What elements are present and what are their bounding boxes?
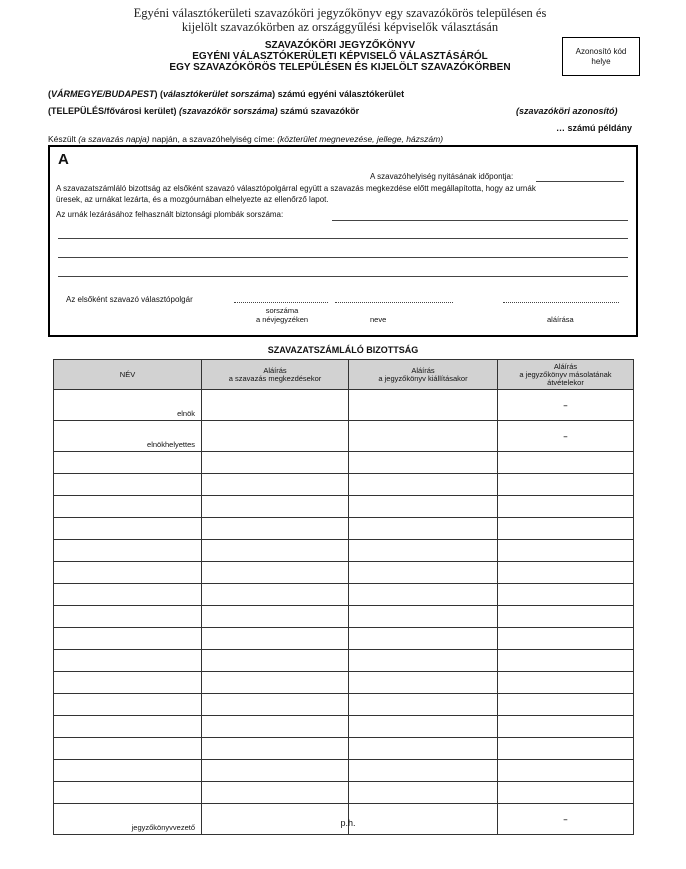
cell[interactable] [498, 782, 634, 804]
seal-line-4[interactable] [58, 276, 628, 277]
intro-text [100, 6, 580, 34]
paren: ( [48, 89, 51, 99]
cell[interactable] [349, 672, 498, 694]
cell[interactable] [54, 672, 202, 694]
table-row [54, 628, 634, 650]
cell[interactable] [54, 452, 202, 474]
first-voter-signature-field[interactable] [503, 302, 619, 303]
cell[interactable] [202, 390, 349, 421]
cell[interactable] [498, 650, 634, 672]
cell[interactable] [349, 474, 498, 496]
caption-register: a névjegyzéken [255, 315, 309, 324]
cell[interactable] [498, 738, 634, 760]
id-code-label: Azonosító kód [575, 46, 627, 56]
cell[interactable] [498, 452, 634, 474]
cell[interactable] [202, 562, 349, 584]
table-body [54, 390, 634, 835]
address-label: napján, a szavazóhelyiség címe: [151, 134, 275, 144]
cell-dash: – [498, 804, 634, 835]
cell[interactable] [349, 584, 498, 606]
committee-title: SZAVAZATSZÁMLÁLÓ BIZOTTSÁG [267, 345, 419, 355]
section-a-text [56, 183, 632, 205]
seal-line-3[interactable] [58, 257, 628, 258]
cell[interactable] [54, 606, 202, 628]
title-line-2: EGYÉNI VÁLASZTÓKERÜLETI KÉPVISELŐ VÁLASZTÁSÁRÓL [192, 51, 488, 62]
cell[interactable] [498, 562, 634, 584]
cell[interactable] [54, 716, 202, 738]
table-row [54, 760, 634, 782]
cell-dash: – [498, 421, 634, 452]
intro-line-1: Egyéni választókerületi szavazóköri jegyzőkönyv egy szavazókörös településen és [133, 6, 547, 20]
intro-line-2: kijelölt szavazókörben az országgyűlési képviselők választásán [181, 20, 499, 34]
town-line [48, 106, 359, 116]
col-name-header: NÉV [54, 360, 202, 390]
cell[interactable] [202, 738, 349, 760]
cell[interactable] [349, 628, 498, 650]
col2-b: a szavazás megkezdésekor [228, 373, 322, 383]
section-a-text-2: üresek, az urnákat lezárta, és a mozgóurnában elhelyezte az ellenőrző lapot. [56, 195, 329, 204]
cell[interactable] [498, 496, 634, 518]
district-line [48, 89, 404, 99]
cell[interactable] [349, 452, 498, 474]
cell[interactable] [54, 562, 202, 584]
cell[interactable] [202, 421, 349, 452]
cell-name[interactable] [54, 804, 202, 835]
cell[interactable] [349, 804, 498, 835]
section-letter: A [58, 151, 69, 168]
cell[interactable] [202, 518, 349, 540]
cell[interactable] [54, 474, 202, 496]
precinct-number-field: (szavazókör sorszáma) [179, 106, 278, 116]
table-row [54, 694, 634, 716]
cell[interactable] [498, 584, 634, 606]
cell[interactable] [202, 804, 349, 835]
precinct-tail: számú szavazókör [280, 106, 360, 116]
col-number-caption [230, 306, 334, 324]
cell[interactable] [54, 496, 202, 518]
made-prefix: Készült [48, 134, 76, 144]
cell[interactable] [54, 628, 202, 650]
cell[interactable] [349, 540, 498, 562]
cell[interactable] [202, 760, 349, 782]
table-row-chair [54, 390, 634, 421]
cell[interactable] [54, 694, 202, 716]
cell[interactable] [54, 738, 202, 760]
cell[interactable] [202, 716, 349, 738]
cell[interactable] [498, 672, 634, 694]
table-row [54, 782, 634, 804]
date-field: (a szavazás napja) [78, 134, 150, 144]
table-row [54, 540, 634, 562]
opening-time-label: A szavazóhelyiség nyitásának időpontja: [370, 172, 514, 181]
cell[interactable] [349, 421, 498, 452]
cell[interactable] [349, 606, 498, 628]
opening-time-field[interactable] [536, 181, 624, 182]
table-row [54, 738, 634, 760]
table-row [54, 606, 634, 628]
town-field: (TELEPÜLÉS/fővárosi kerület) [48, 106, 177, 116]
cell[interactable] [349, 738, 498, 760]
cell[interactable] [349, 694, 498, 716]
cell[interactable] [202, 540, 349, 562]
col-signature-caption: aláírása [547, 315, 574, 324]
cell[interactable] [349, 650, 498, 672]
col4-a: Aláírás [553, 361, 578, 371]
table-row [54, 496, 634, 518]
col-copy-signature-header [498, 360, 634, 390]
table-row [54, 584, 634, 606]
id-code-box [562, 37, 640, 76]
cell[interactable] [349, 390, 498, 421]
col2-a: Aláírás [263, 365, 287, 375]
col4-b: a jegyzőkönyv másolatának [519, 369, 612, 379]
county-field: VÁRMEGYE/BUDAPEST [51, 89, 155, 99]
address-field: (közterület megnevezése, jellege, házszám) [277, 134, 444, 144]
col-start-signature-header [202, 360, 349, 390]
table-row [54, 474, 634, 496]
cell[interactable] [498, 540, 634, 562]
table-row [54, 518, 634, 540]
precinct-id-field: (szavazóköri azonosító) [516, 106, 618, 116]
title-line-3: EGY SZAVAZÓKÖRÖS TELEPÜLÉSEN ÉS KIJELÖLT SZAVAZÓKÖRBEN [169, 62, 511, 73]
table-row [54, 716, 634, 738]
seal-line-2[interactable] [58, 238, 628, 239]
section-a-text-1: A szavazatszámláló bizottság az elsőként szavazó választópolgárral együtt a szavazás megkezdése előtt megállapította, hogy az urnák [56, 184, 536, 193]
table-row [54, 452, 634, 474]
col-issue-signature-header [349, 360, 498, 390]
copy-number: … számú példány [556, 123, 633, 133]
cell[interactable] [349, 496, 498, 518]
cell[interactable] [349, 782, 498, 804]
cell[interactable] [54, 584, 202, 606]
table-row [54, 562, 634, 584]
cell[interactable] [202, 782, 349, 804]
row-label-vice: elnökhelyettes [147, 440, 195, 449]
id-code-place: helye [591, 56, 611, 66]
row-label-clerk: jegyzőkönyvvezető [131, 823, 195, 832]
cell[interactable] [498, 694, 634, 716]
cell[interactable] [349, 716, 498, 738]
title-line-1: SZAVAZÓKÖRI JEGYZŐKÖNYV [264, 40, 416, 51]
cell-name[interactable] [54, 421, 202, 452]
cell[interactable] [202, 474, 349, 496]
col3-a: Aláírás [411, 365, 435, 375]
district-number-field: választókerület sorszáma [163, 89, 273, 99]
first-voter-name-field[interactable] [335, 302, 453, 303]
cell[interactable] [202, 584, 349, 606]
col4-c: átvételekor [547, 377, 584, 387]
cell[interactable] [498, 518, 634, 540]
caption-number: sorszáma [265, 306, 299, 315]
seal-label: Az urnák lezárásához felhasznált biztonsági plombák sorszáma: [56, 210, 284, 219]
cell[interactable] [202, 694, 349, 716]
first-voter-label: Az elsőként szavazó választópolgár [66, 295, 193, 304]
cell[interactable] [202, 628, 349, 650]
committee-table [53, 359, 634, 835]
cell-dash: – [498, 390, 634, 421]
table-row [54, 650, 634, 672]
cell[interactable] [202, 606, 349, 628]
cell[interactable] [54, 650, 202, 672]
seal-field[interactable] [332, 220, 628, 221]
col3-b: a jegyzőkönyv kiállításakor [378, 373, 468, 383]
table-header-row [54, 360, 634, 390]
cell[interactable] [498, 716, 634, 738]
cell[interactable] [498, 606, 634, 628]
cell[interactable] [202, 496, 349, 518]
cell[interactable] [54, 518, 202, 540]
cell[interactable] [349, 562, 498, 584]
first-voter-number-field[interactable] [234, 302, 328, 303]
cell[interactable] [54, 540, 202, 562]
cell[interactable] [498, 760, 634, 782]
ph-stamp-label: p.h. [340, 818, 356, 828]
cell[interactable] [54, 782, 202, 804]
col-name-caption: neve [370, 315, 387, 324]
table-row-vice [54, 421, 634, 452]
cell[interactable] [349, 760, 498, 782]
cell[interactable] [202, 672, 349, 694]
cell[interactable] [498, 628, 634, 650]
table-row [54, 672, 634, 694]
cell[interactable] [202, 452, 349, 474]
cell[interactable] [202, 650, 349, 672]
cell[interactable] [349, 518, 498, 540]
cell-name[interactable] [54, 390, 202, 421]
cell[interactable] [498, 474, 634, 496]
cell[interactable] [54, 760, 202, 782]
paren-mid: ) ( [154, 89, 164, 99]
made-line [48, 134, 443, 144]
district-tail: ) számú egyéni választókerület [272, 89, 405, 99]
row-label-chair: elnök [177, 409, 195, 418]
section-a-box [48, 145, 638, 337]
